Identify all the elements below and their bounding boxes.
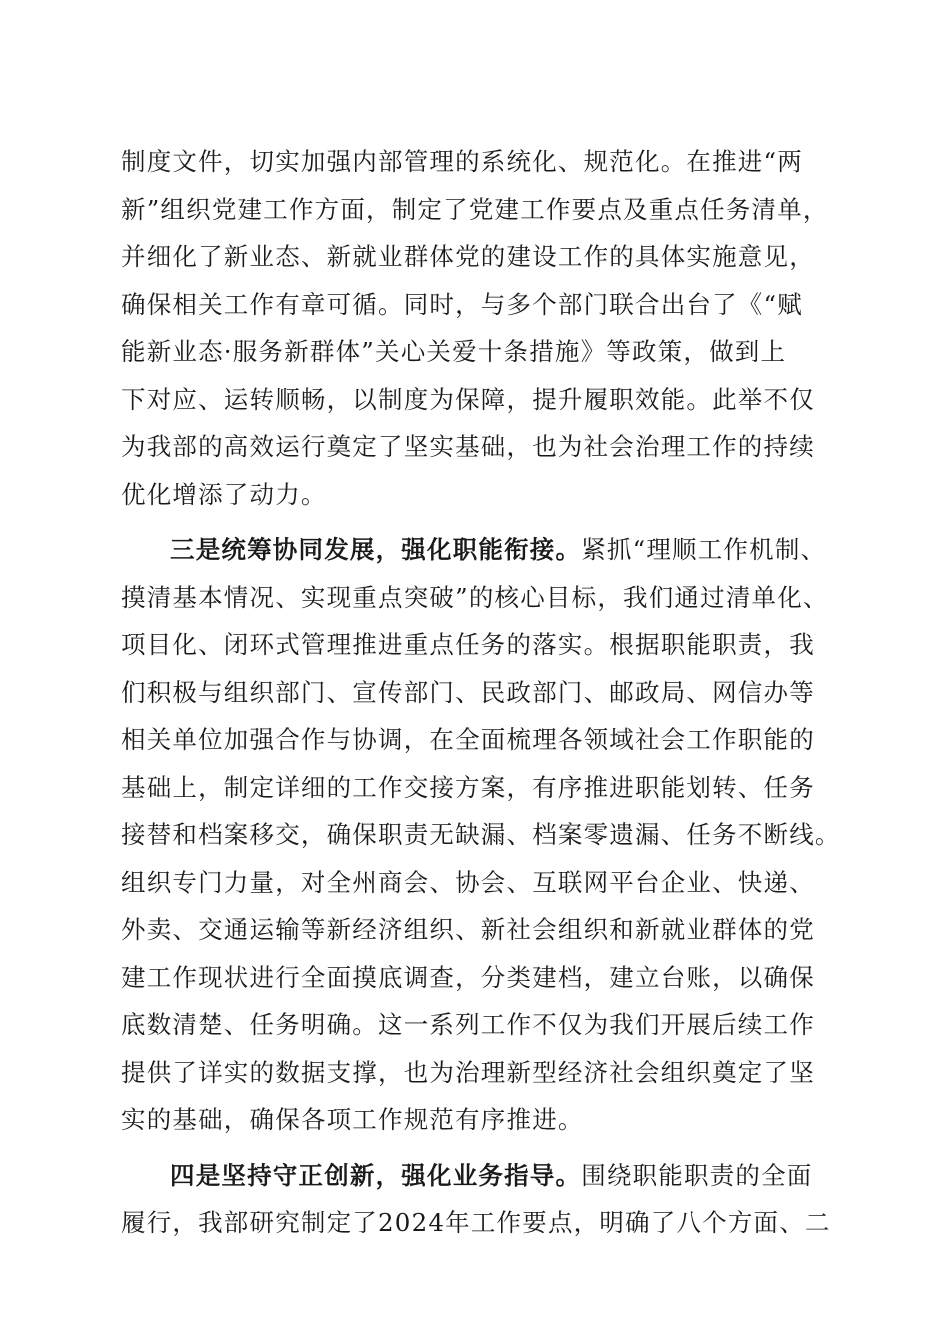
paragraph-line: 底数清楚、任务明确。这一系列工作不仅为我们开展后续工作 [121, 1010, 815, 1039]
heading-continuation: 紧抓“理顺工作机制、 [581, 535, 827, 564]
section-heading: 四是坚持守正创新，强化业务指导。 [170, 1160, 582, 1190]
heading-continuation: 围绕职能职责的全面 [581, 1160, 813, 1190]
paragraph-line: 提供了详实的数据支撑，也为治理新型经济社会组织奠定了坚 [121, 1057, 815, 1087]
paragraph-line: 项目化、闭环式管理推进重点任务的落实。根据职能职责，我 [121, 630, 815, 659]
paragraph-line: 相关单位加强合作与协调，在全面梳理各领域社会工作职能的 [121, 725, 815, 754]
paragraph-line: 制度文件，切实加强内部管理的系统化、规范化。在推进“两 [121, 147, 803, 176]
paragraph-line: 接替和档案移交，确保职责无缺漏、档案零遗漏、任务不断线。 [121, 820, 841, 849]
document-body [121, 138, 841, 1247]
paragraph-line: 建工作现状进行全面摸底调查，分类建档，建立台账，以确保 [121, 962, 815, 992]
paragraph-line: 为我部的高效运行奠定了坚实基础，也为社会治理工作的持续 [121, 432, 815, 461]
paragraph-first-line [121, 1152, 841, 1200]
paragraph-1 [121, 138, 841, 518]
paragraph-line: 新”组织党建工作方面，制定了党建工作要点及重点任务清单， [121, 194, 829, 224]
section-heading: 三是统筹协同发展，强化职能衔接。 [170, 535, 582, 564]
paragraph-line: 实的基础，确保各项工作规范有序推进。 [121, 1105, 584, 1134]
paragraph-line: 们积极与组织部门、宣传部门、民政部门、邮政局、网信办等 [121, 677, 815, 707]
paragraph-first-line [121, 526, 841, 574]
paragraph-line: 确保相关工作有章可循。同时，与多个部门联合出台了《“赋 [121, 289, 803, 319]
paragraph-2 [121, 526, 841, 1144]
paragraph-line: 摸清基本情况、实现重点突破”的核心目标，我们通过清单化、 [121, 582, 829, 612]
paragraph-3 [121, 1152, 841, 1247]
paragraph-line: 履行，我部研究制定了2024年工作要点，明确了八个方面、二 [121, 1208, 831, 1237]
paragraph-line: 基础上，制定详细的工作交接方案，有序推进职能划转、任务 [121, 772, 815, 802]
paragraph-line: 能新业态·服务新群体”关心关爱十条措施》等政策，做到上 [121, 337, 787, 366]
paragraph-line: 并细化了新业态、新就业群体党的建设工作的具体实施意见， [121, 242, 815, 271]
paragraph-line: 组织专门力量，对全州商会、协会、互联网平台企业、快递、 [121, 867, 815, 897]
paragraph-line: 优化增添了动力。 [121, 479, 327, 509]
paragraph-line: 下对应、运转顺畅，以制度为保障，提升履职效能。此举不仅 [121, 384, 815, 414]
paragraph-line: 外卖、交通运输等新经济组织、新社会组织和新就业群体的党 [121, 915, 815, 944]
